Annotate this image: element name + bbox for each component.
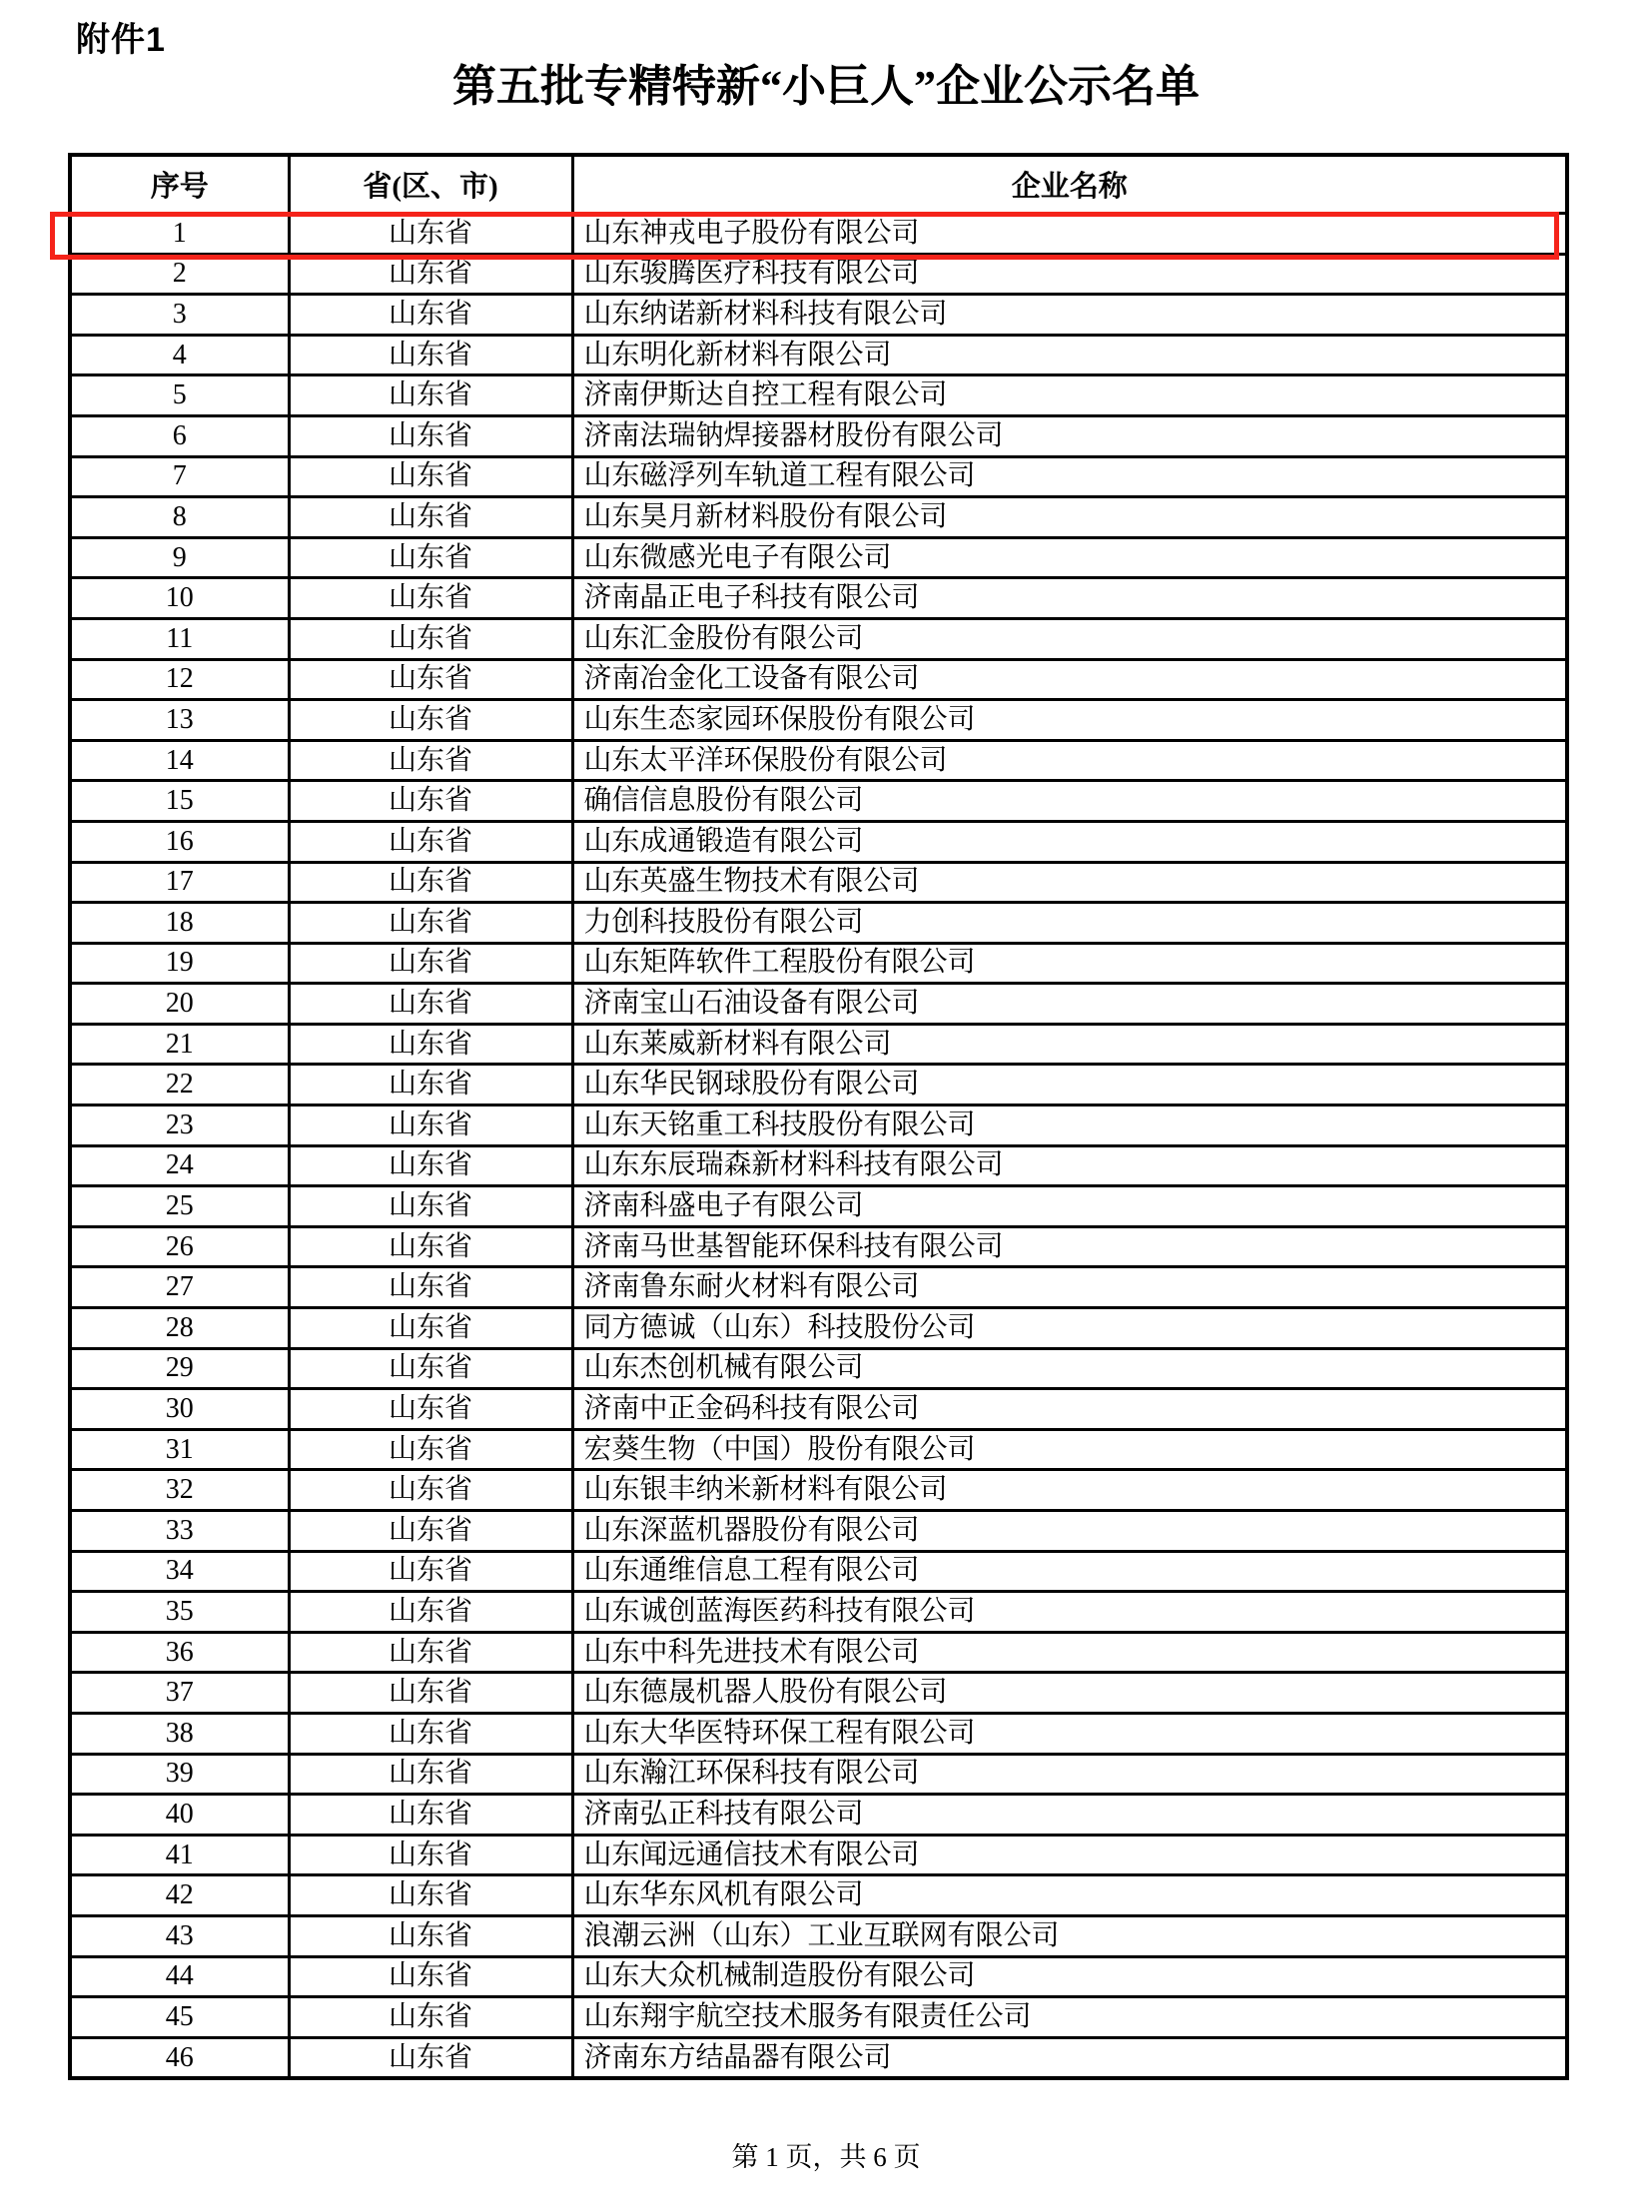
table-row — [70, 943, 1567, 984]
row-company-cell: 济南中正金码科技有限公司 — [572, 1389, 1567, 1430]
row-company-cell: 山东深蓝机器股份有限公司 — [572, 1511, 1567, 1552]
table-row — [70, 295, 1567, 336]
table-row — [70, 740, 1567, 781]
row-company-cell: 山东闻远通信技术有限公司 — [572, 1835, 1567, 1875]
row-province-cell: 山东省 — [289, 214, 572, 255]
row-province-cell: 山东省 — [289, 1835, 572, 1875]
row-company-cell: 同方德诚（山东）科技股份公司 — [572, 1308, 1567, 1349]
row-number-cell: 42 — [70, 1875, 289, 1916]
table-row — [70, 1389, 1567, 1430]
table-row — [70, 1997, 1567, 2038]
col-header-province: 省(区、市) — [289, 155, 572, 214]
row-company-cell: 济南马世基智能环保科技有限公司 — [572, 1226, 1567, 1267]
row-number-cell: 36 — [70, 1632, 289, 1673]
row-company-cell: 山东杰创机械有限公司 — [572, 1348, 1567, 1389]
row-province-cell: 山东省 — [289, 740, 572, 781]
row-number-cell: 38 — [70, 1713, 289, 1754]
row-province-cell: 山东省 — [289, 1632, 572, 1673]
row-company-cell: 山东华民钢球股份有限公司 — [572, 1065, 1567, 1106]
row-province-cell: 山东省 — [289, 1065, 572, 1106]
table-row — [70, 1673, 1567, 1714]
row-province-cell: 山东省 — [289, 1956, 572, 1997]
row-number-cell: 27 — [70, 1267, 289, 1308]
table-row — [70, 1106, 1567, 1146]
row-number-cell: 37 — [70, 1673, 289, 1714]
table-row — [70, 2037, 1567, 2078]
row-company-cell: 山东翔宇航空技术服务有限责任公司 — [572, 1997, 1567, 2038]
row-company-cell: 山东银丰纳米新材料有限公司 — [572, 1470, 1567, 1511]
table-row — [70, 1470, 1567, 1511]
table-row — [70, 781, 1567, 822]
row-company-cell: 济南弘正科技有限公司 — [572, 1795, 1567, 1836]
row-province-cell: 山东省 — [289, 415, 572, 456]
table-row — [70, 618, 1567, 659]
row-province-cell: 山东省 — [289, 1875, 572, 1916]
row-province-cell: 山东省 — [289, 456, 572, 497]
row-province-cell: 山东省 — [289, 1145, 572, 1186]
table-row — [70, 415, 1567, 456]
row-number-cell: 43 — [70, 1915, 289, 1956]
row-company-cell: 山东昊月新材料股份有限公司 — [572, 497, 1567, 538]
row-company-cell: 山东通维信息工程有限公司 — [572, 1551, 1567, 1592]
row-company-cell: 山东大众机械制造股份有限公司 — [572, 1956, 1567, 1997]
row-province-cell: 山东省 — [289, 2037, 572, 2078]
row-number-cell: 32 — [70, 1470, 289, 1511]
table-row — [70, 537, 1567, 578]
row-number-cell: 45 — [70, 1997, 289, 2038]
row-province-cell: 山东省 — [289, 1754, 572, 1795]
row-company-cell: 济南东方结晶器有限公司 — [572, 2037, 1567, 2078]
row-province-cell: 山东省 — [289, 984, 572, 1025]
row-province-cell: 山东省 — [289, 335, 572, 375]
row-province-cell: 山东省 — [289, 781, 572, 822]
row-number-cell: 26 — [70, 1226, 289, 1267]
table-row — [70, 659, 1567, 700]
row-company-cell: 山东矩阵软件工程股份有限公司 — [572, 943, 1567, 984]
row-province-cell: 山东省 — [289, 618, 572, 659]
row-company-cell: 山东中科先进技术有限公司 — [572, 1632, 1567, 1673]
row-number-cell: 9 — [70, 537, 289, 578]
row-province-cell: 山东省 — [289, 1551, 572, 1592]
row-number-cell: 8 — [70, 497, 289, 538]
row-province-cell: 山东省 — [289, 1106, 572, 1146]
row-company-cell: 济南鲁东耐火材料有限公司 — [572, 1267, 1567, 1308]
row-number-cell: 7 — [70, 456, 289, 497]
row-number-cell: 19 — [70, 943, 289, 984]
row-company-cell: 确信信息股份有限公司 — [572, 781, 1567, 822]
table-row — [70, 254, 1567, 295]
table-row — [70, 903, 1567, 944]
row-company-cell: 山东德晟机器人股份有限公司 — [572, 1673, 1567, 1714]
row-province-cell: 山东省 — [289, 1915, 572, 1956]
row-number-cell: 25 — [70, 1186, 289, 1227]
row-company-cell: 山东瀚江环保科技有限公司 — [572, 1754, 1567, 1795]
row-number-cell: 35 — [70, 1592, 289, 1633]
table-row — [70, 700, 1567, 741]
row-province-cell: 山东省 — [289, 943, 572, 984]
row-company-cell: 济南宝山石油设备有限公司 — [572, 984, 1567, 1025]
table-row — [70, 1226, 1567, 1267]
row-number-cell: 12 — [70, 659, 289, 700]
table-row — [70, 984, 1567, 1025]
row-province-cell: 山东省 — [289, 537, 572, 578]
row-province-cell: 山东省 — [289, 1024, 572, 1065]
row-number-cell: 17 — [70, 862, 289, 903]
table-row — [70, 1065, 1567, 1106]
table-row — [70, 1915, 1567, 1956]
row-province-cell: 山东省 — [289, 295, 572, 336]
row-number-cell: 5 — [70, 375, 289, 416]
table-row — [70, 375, 1567, 416]
table-row — [70, 1348, 1567, 1389]
row-company-cell: 山东明化新材料有限公司 — [572, 335, 1567, 375]
row-company-cell: 山东大华医特环保工程有限公司 — [572, 1713, 1567, 1754]
table-header-row — [70, 155, 1567, 214]
row-company-cell: 山东生态家园环保股份有限公司 — [572, 700, 1567, 741]
table-row — [70, 578, 1567, 619]
table-row — [70, 214, 1567, 255]
page-footer: 第 1 页，共 6 页 — [731, 2142, 921, 2172]
col-header-company: 企业名称 — [572, 155, 1567, 214]
row-number-cell: 3 — [70, 295, 289, 336]
table-row — [70, 1835, 1567, 1875]
table-row — [70, 821, 1567, 862]
table-row — [70, 1632, 1567, 1673]
row-number-cell: 34 — [70, 1551, 289, 1592]
row-number-cell: 40 — [70, 1795, 289, 1836]
company-table-wrap — [68, 153, 1565, 2080]
row-company-cell: 山东成通锻造有限公司 — [572, 821, 1567, 862]
row-company-cell: 山东骏腾医疗科技有限公司 — [572, 254, 1567, 295]
row-province-cell: 山东省 — [289, 821, 572, 862]
row-number-cell: 23 — [70, 1106, 289, 1146]
table-body — [70, 214, 1567, 2079]
row-province-cell: 山东省 — [289, 1226, 572, 1267]
row-number-cell: 2 — [70, 254, 289, 295]
row-number-cell: 14 — [70, 740, 289, 781]
table-row — [70, 1145, 1567, 1186]
row-company-cell: 山东汇金股份有限公司 — [572, 618, 1567, 659]
row-company-cell: 山东东辰瑞森新材料科技有限公司 — [572, 1145, 1567, 1186]
attachment-label: 附件1 — [76, 21, 166, 59]
row-province-cell: 山东省 — [289, 578, 572, 619]
row-province-cell: 山东省 — [289, 254, 572, 295]
row-number-cell: 33 — [70, 1511, 289, 1552]
row-number-cell: 1 — [70, 214, 289, 255]
company-table — [68, 153, 1569, 2080]
row-company-cell: 济南法瑞钠焊接器材股份有限公司 — [572, 415, 1567, 456]
row-number-cell: 46 — [70, 2037, 289, 2078]
row-province-cell: 山东省 — [289, 1348, 572, 1389]
row-company-cell: 山东英盛生物技术有限公司 — [572, 862, 1567, 903]
row-company-cell: 山东太平洋环保股份有限公司 — [572, 740, 1567, 781]
table-row — [70, 1592, 1567, 1633]
page-title: 第五批专精特新“小巨人”企业公示名单 — [452, 62, 1200, 111]
row-province-cell: 山东省 — [289, 1429, 572, 1470]
row-company-cell: 山东诚创蓝海医药科技有限公司 — [572, 1592, 1567, 1633]
row-number-cell: 11 — [70, 618, 289, 659]
row-province-cell: 山东省 — [289, 375, 572, 416]
row-province-cell: 山东省 — [289, 1186, 572, 1227]
row-number-cell: 31 — [70, 1429, 289, 1470]
row-number-cell: 24 — [70, 1145, 289, 1186]
row-number-cell: 29 — [70, 1348, 289, 1389]
row-number-cell: 28 — [70, 1308, 289, 1349]
row-province-cell: 山东省 — [289, 1673, 572, 1714]
row-number-cell: 18 — [70, 903, 289, 944]
table-row — [70, 1875, 1567, 1916]
row-number-cell: 39 — [70, 1754, 289, 1795]
table-row — [70, 1795, 1567, 1836]
table-row — [70, 1024, 1567, 1065]
row-company-cell: 山东微感光电子有限公司 — [572, 537, 1567, 578]
table-row — [70, 335, 1567, 375]
row-company-cell: 济南科盛电子有限公司 — [572, 1186, 1567, 1227]
row-province-cell: 山东省 — [289, 1267, 572, 1308]
row-number-cell: 20 — [70, 984, 289, 1025]
row-company-cell: 山东神戎电子股份有限公司 — [572, 214, 1567, 255]
row-province-cell: 山东省 — [289, 1511, 572, 1552]
row-province-cell: 山东省 — [289, 1470, 572, 1511]
row-company-cell: 山东莱威新材料有限公司 — [572, 1024, 1567, 1065]
table-row — [70, 1267, 1567, 1308]
row-province-cell: 山东省 — [289, 700, 572, 741]
row-company-cell: 宏葵生物（中国）股份有限公司 — [572, 1429, 1567, 1470]
row-company-cell: 济南晶正电子科技有限公司 — [572, 578, 1567, 619]
row-number-cell: 44 — [70, 1956, 289, 1997]
row-province-cell: 山东省 — [289, 903, 572, 944]
row-number-cell: 41 — [70, 1835, 289, 1875]
row-company-cell: 济南冶金化工设备有限公司 — [572, 659, 1567, 700]
row-company-cell: 山东纳诺新材料科技有限公司 — [572, 295, 1567, 336]
row-province-cell: 山东省 — [289, 1308, 572, 1349]
row-number-cell: 6 — [70, 415, 289, 456]
col-header-no: 序号 — [70, 155, 289, 214]
row-number-cell: 16 — [70, 821, 289, 862]
row-company-cell: 济南伊斯达自控工程有限公司 — [572, 375, 1567, 416]
row-province-cell: 山东省 — [289, 1713, 572, 1754]
row-number-cell: 4 — [70, 335, 289, 375]
row-company-cell: 力创科技股份有限公司 — [572, 903, 1567, 944]
row-province-cell: 山东省 — [289, 862, 572, 903]
row-number-cell: 15 — [70, 781, 289, 822]
row-number-cell: 22 — [70, 1065, 289, 1106]
table-row — [70, 1956, 1567, 1997]
row-number-cell: 30 — [70, 1389, 289, 1430]
table-row — [70, 1551, 1567, 1592]
table-row — [70, 456, 1567, 497]
table-row — [70, 1511, 1567, 1552]
row-company-cell: 山东天铭重工科技股份有限公司 — [572, 1106, 1567, 1146]
table-row — [70, 1186, 1567, 1227]
row-number-cell: 21 — [70, 1024, 289, 1065]
table-row — [70, 497, 1567, 538]
row-number-cell: 10 — [70, 578, 289, 619]
table-row — [70, 1429, 1567, 1470]
row-company-cell: 山东华东风机有限公司 — [572, 1875, 1567, 1916]
row-province-cell: 山东省 — [289, 1389, 572, 1430]
table-row — [70, 862, 1567, 903]
row-province-cell: 山东省 — [289, 659, 572, 700]
row-province-cell: 山东省 — [289, 497, 572, 538]
table-row — [70, 1308, 1567, 1349]
row-province-cell: 山东省 — [289, 1795, 572, 1836]
row-province-cell: 山东省 — [289, 1592, 572, 1633]
row-company-cell: 浪潮云洲（山东）工业互联网有限公司 — [572, 1915, 1567, 1956]
row-company-cell: 山东磁浮列车轨道工程有限公司 — [572, 456, 1567, 497]
row-province-cell: 山东省 — [289, 1997, 572, 2038]
table-row — [70, 1713, 1567, 1754]
row-number-cell: 13 — [70, 700, 289, 741]
table-row — [70, 1754, 1567, 1795]
